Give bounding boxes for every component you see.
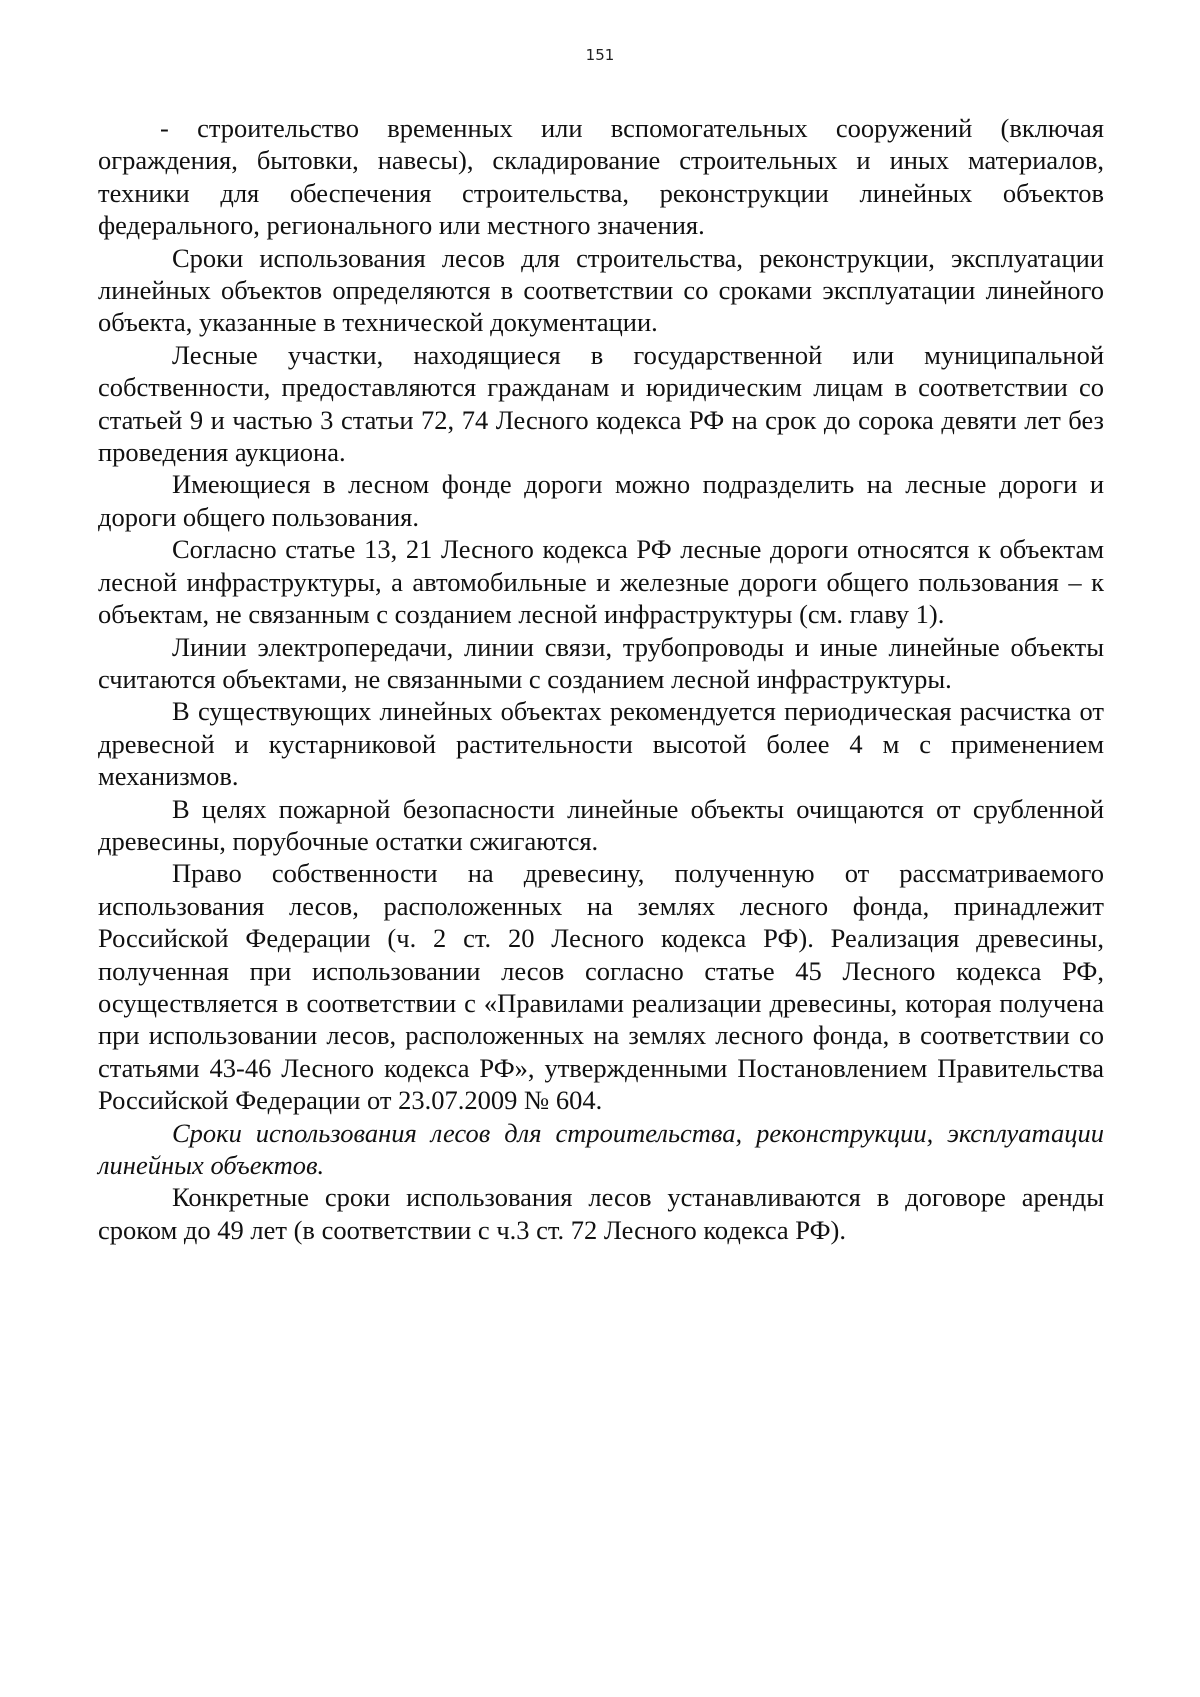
paragraph-forest-infrastructure: Согласно статье 13, 21 Лесного кодекса РФ лесные дороги относятся к объектам лесной инфраструктуры, а автомобильные и железные дороги общего пользования – к объектам, не связанным с созданием лесной инфраструктуры (см. главу 1).	[98, 534, 1104, 630]
paragraph-forest-plots: Лесные участки, находящиеся в государственной или муниципальной собственности, предоставляются гражданам и юридическим лицам в соответствии со статьей 9 и частью 3 статьи 72, 74 Лесного кодекса РФ на срок до сорока девяти лет без проведения аукциона.	[98, 339, 1104, 468]
paragraph-roads: Имеющиеся в лесном фонде дороги можно подразделить на лесные дороги и дороги общего пользования.	[98, 469, 1104, 532]
paragraph-temporary-structures: - строительство временных или вспомогательных сооружений (включая ограждения, бытовки, навесы), складирование строительных и иных материалов, техники для обеспечения строительства, реконструкции линейных объектов федерального, регионального или местного значения.	[98, 113, 1104, 241]
paragraph-fire-safety: В целях пожарной безопасности линейные объекты очищаются от срубленной древесины, порубочные остатки сжигаются.	[98, 793, 1104, 856]
paragraph-lease-term: Конкретные сроки использования лесов устанавливаются в договоре аренды сроком до 49 лет (в соответствии с ч.3 ст. 72 Лесного кодекса РФ).	[98, 1182, 1104, 1245]
paragraph-usage-terms: Сроки использования лесов для строительства, реконструкции, эксплуатации линейных объектов определяются в соответствии со сроками эксплуатации линейного объекта, указанные в технической документации.	[98, 242, 1104, 338]
document-body	[98, 112, 1104, 1246]
page-number: 151	[585, 46, 615, 64]
paragraph-linear-objects: Линии электропередачи, линии связи, трубопроводы и иные линейные объекты считаются объектами, не связанными с созданием лесной инфраструктуры.	[98, 631, 1104, 694]
paragraph-ownership: Право собственности на древесину, полученную от рассматриваемого использования лесов, расположенных на землях лесного фонда, принадлежит Российской Федерации (ч. 2 ст. 20 Лесного кодекса РФ). Реализация древесины, полученная при использовании лесов согласно статье 45 Лесного кодекса РФ, осуществляется в соответствии с «Правилами реализации древесины, которая получена при использовании лесов, расположенных на землях лесного фонда, в соответствии со статьями 43-46 Лесного кодекса РФ», утвержденными Постановлением Правительства Российской Федерации от 23.07.2009 № 604.	[98, 858, 1104, 1116]
paragraph-clearing: В существующих линейных объектах рекомендуется периодическая расчистка от древесной и кустарниковой растительности высотой более 4 м с применением механизмов.	[98, 696, 1104, 792]
section-heading-usage-terms: Сроки использования лесов для строительства, реконструкции, эксплуатации линейных объектов.	[98, 1117, 1104, 1180]
